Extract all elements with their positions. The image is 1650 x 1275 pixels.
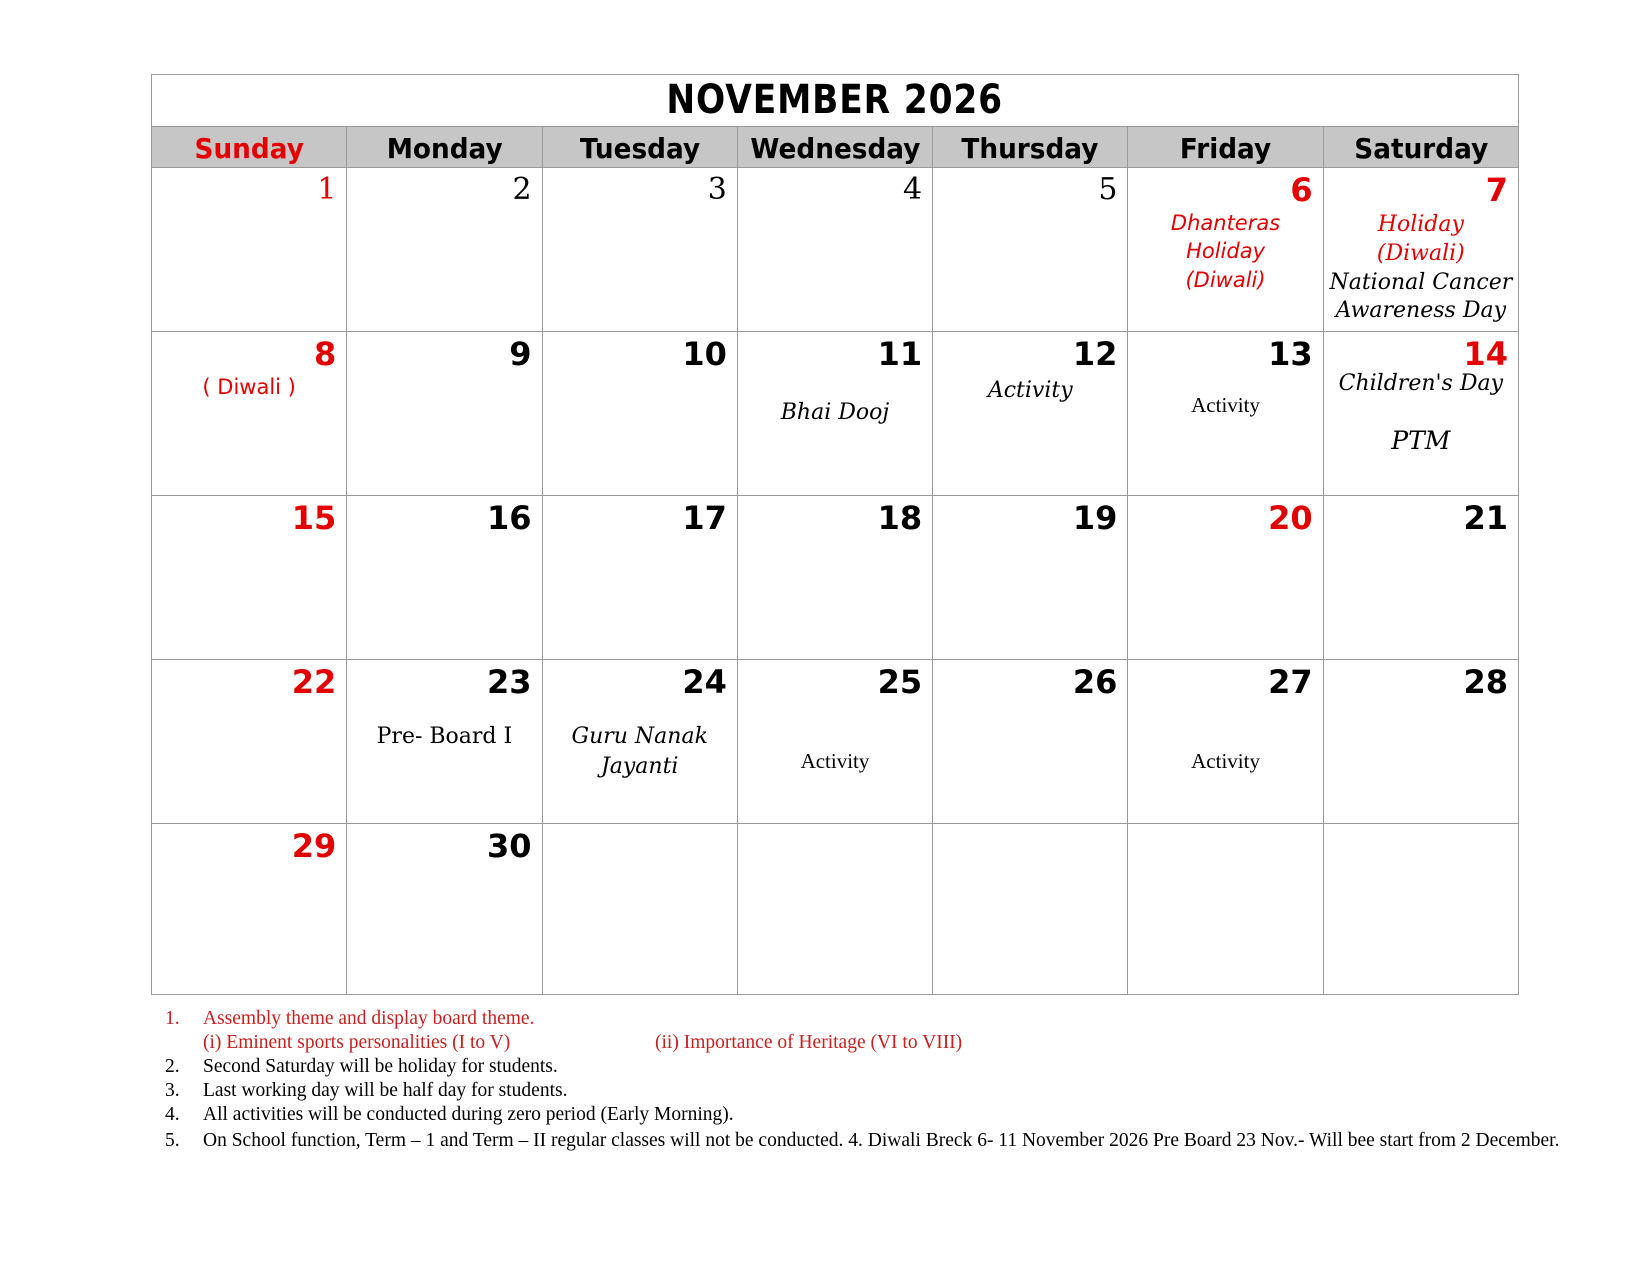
day-cell-30 [347,824,542,995]
empty-cell [1128,824,1323,995]
event-diwali: (Diwali) [1376,241,1465,266]
day-number: 19 [1072,499,1118,537]
day-cell-24 [542,660,737,824]
event-ptm: PTM [1391,426,1451,455]
day-number: 22 [291,663,337,701]
note-text: All activities will be conducted during zero period (Early Morning). [203,1104,734,1125]
note-number: 2. [165,1056,180,1077]
day-number: 5 [1098,172,1118,207]
empty-cell [933,824,1128,995]
day-cell-3 [542,168,737,332]
day-number: 28 [1463,663,1508,701]
day-number: 17 [682,499,727,537]
day-number: 8 [314,335,337,373]
day-number: 1 [317,172,337,207]
calendar-title: NOVEMBER 2026 [666,77,1004,123]
week-row [152,332,1519,496]
note-item [165,1055,1585,1079]
weekday-tuesday: Tuesday [542,127,737,168]
day-number: 25 [877,663,923,701]
day-number: 18 [877,499,923,537]
event-activity: Activity [800,749,870,773]
event-diwali: (Diwali) [1185,268,1266,292]
note-text: Assembly theme and display board theme. [203,1008,535,1029]
day-number: 2 [512,172,532,207]
day-cell-28 [1323,660,1518,824]
event-bhai-dooj: Bhai Dooj [780,400,890,425]
event-holiday: Holiday [1186,239,1266,263]
day-number: 12 [1072,335,1118,373]
calendar-title-cell [152,75,1519,127]
day-cell-9 [347,332,542,496]
event-activity: Activity [1191,393,1260,417]
day-cell-25 [737,660,932,824]
day-cell-26 [933,660,1128,824]
day-number: 6 [1290,171,1313,209]
weekday-sunday: Sunday [152,127,347,168]
weekday-monday: Monday [347,127,542,168]
event-guru-nanak: Guru Nanak [571,724,708,749]
note-subline [203,1031,1585,1055]
day-cell-8 [152,332,347,496]
note-number: 5. [165,1130,180,1151]
day-number: 23 [487,663,532,701]
event-national-cancer: National Cancer [1329,270,1513,295]
day-number: 24 [682,663,727,701]
note-number: 4. [165,1104,180,1125]
day-cell-4 [737,168,932,332]
day-cell-23 [347,660,542,824]
day-number: 14 [1463,335,1508,373]
day-number: 4 [903,172,923,207]
day-number: 11 [877,335,923,373]
week-row [152,168,1519,332]
day-number: 16 [487,499,532,537]
note-item [165,1079,1585,1103]
day-cell-12 [933,332,1128,496]
event-activity: Activity [987,378,1073,403]
note-text: On School function, Term – 1 and Term – II regular classes will not be conducted. 4. Diwali Breck 6- 11 November 2026 Pre Board 23 Nov.- Will bee start from 2 December. [203,1130,1560,1151]
note-number: 3. [165,1080,180,1101]
weekday-saturday: Saturday [1323,127,1518,168]
notes-list [165,1007,1585,1153]
day-cell-22 [152,660,347,824]
event-activity: Activity [1191,749,1260,773]
note-text: Second Saturday will be holiday for students. [203,1056,558,1077]
weekday-wednesday: Wednesday [737,127,932,168]
note-number: 1. [165,1008,180,1029]
calendar-table [151,74,1519,995]
week-row [152,824,1519,995]
day-cell-14 [1323,332,1518,496]
day-cell-6 [1128,168,1323,332]
day-number: 3 [707,172,727,207]
day-cell-13 [1128,332,1323,496]
event-childrens-day: Children's Day [1338,371,1504,396]
day-number: 20 [1268,499,1313,537]
day-cell-10 [542,332,737,496]
note-sub-b: (ii) Importance of Heritage (VI to VIII) [655,1032,963,1053]
day-number: 27 [1268,663,1313,701]
note-item [165,1007,1585,1031]
event-dhanteras: Dhanteras [1170,211,1281,235]
note-sub-a: (i) Eminent sports personalities (I to V) [203,1032,511,1053]
day-cell-16 [347,496,542,660]
event-jayanti: Jayanti [600,754,679,779]
day-number: 29 [291,827,337,865]
event-diwali: ( Diwali ) [202,375,296,399]
empty-cell [737,824,932,995]
day-number: 21 [1463,499,1508,537]
day-cell-15 [152,496,347,660]
note-item [165,1103,1585,1127]
empty-cell [1323,824,1518,995]
day-number: 15 [291,499,337,537]
weekday-friday: Friday [1128,127,1323,168]
event-awareness-day: Awareness Day [1335,298,1506,323]
event-holiday: Holiday [1377,212,1464,237]
day-cell-5 [933,168,1128,332]
day-number: 13 [1268,335,1313,373]
day-cell-11 [737,332,932,496]
day-cell-7 [1323,168,1518,332]
day-cell-17 [542,496,737,660]
day-cell-1 [152,168,347,332]
weekday-header-row [152,127,1519,168]
note-text: Last working day will be half day for students. [203,1080,568,1101]
day-number: 30 [487,827,532,865]
event-pre-board: Pre- Board I [376,724,513,749]
day-number: 9 [509,335,532,373]
day-cell-27 [1128,660,1323,824]
day-cell-2 [347,168,542,332]
empty-cell [542,824,737,995]
day-cell-20 [1128,496,1323,660]
weekday-thursday: Thursday [933,127,1128,168]
day-number: 7 [1485,171,1508,209]
week-row [152,660,1519,824]
day-number: 26 [1072,663,1118,701]
day-cell-19 [933,496,1128,660]
day-cell-18 [737,496,932,660]
note-item [165,1129,1585,1153]
day-number: 10 [682,335,727,373]
day-cell-21 [1323,496,1518,660]
week-row [152,496,1519,660]
day-cell-29 [152,824,347,995]
